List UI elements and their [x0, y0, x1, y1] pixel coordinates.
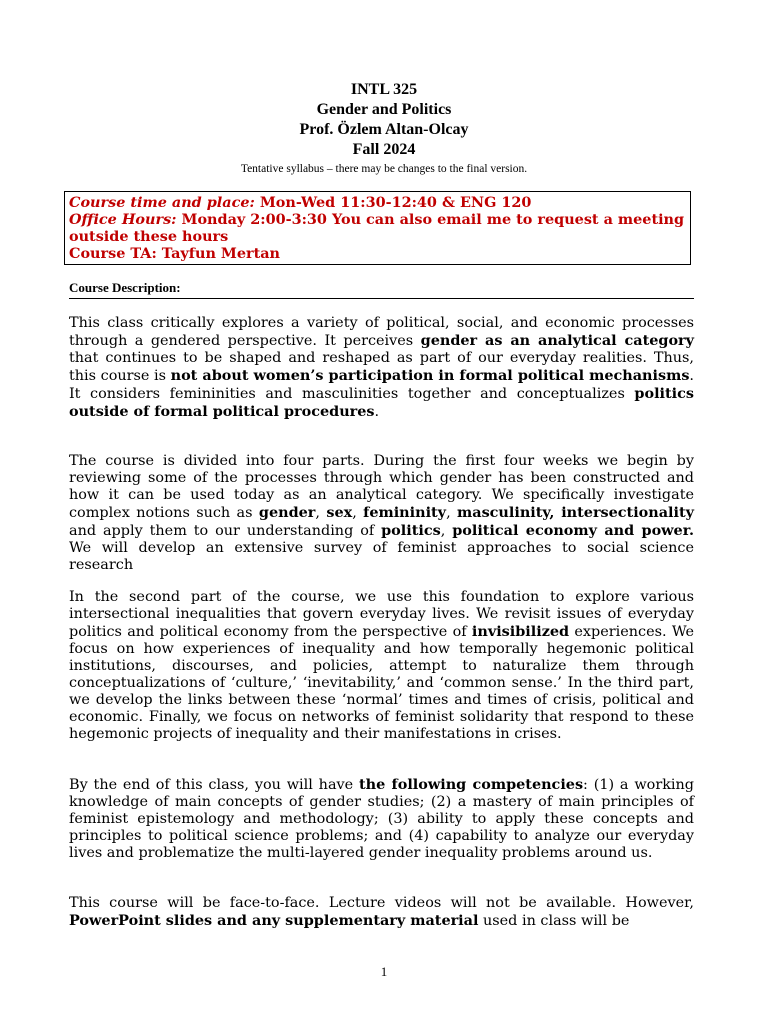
text-run: , [440, 523, 453, 539]
description-paragraph-3 [69, 589, 694, 743]
course-code: INTL 325 [350, 81, 418, 98]
text-run: used in class will be [478, 913, 630, 929]
bold-text-run: femininity [363, 504, 447, 521]
text-run: : (1) a working knowledge of main concepts of gender studies; (2) a mastery of main principles of feminist epistemology and methodology; (3) ability to apply these concepts and principles to political science problems; and (4) capability to analyze our everyday lives and problematize the multi-layered gender inequality problems around us. [69, 777, 694, 861]
office-hours-row [69, 211, 686, 245]
bold-text-run: politics outside of formal political procedures [69, 385, 694, 420]
instructor-name: Prof. Özlem Altan-Olcay [299, 121, 469, 138]
bold-text-run: invisibilized [471, 623, 570, 640]
bold-text-run: gender as an analytical category [420, 332, 694, 349]
page-number: 1 [380, 964, 388, 979]
office-hours-value: Monday 2:00-3:30 You can also email me to request a meeting outside these hours [69, 211, 685, 245]
office-hours-label: Office Hours: [69, 211, 177, 228]
text-run: , [315, 505, 327, 521]
text-run: The course is divided into four parts. During the first four weeks we begin by reviewing some of the processes through which gender has been constructed and how it can be used today as an analytical category. We specifically investigate complex notions such as [69, 453, 694, 521]
text-run: experiences. We focus on how experiences of inequality and how temporally hegemonic political institutions, discourses, and policies, attempt to naturalize them through conceptualizations of ‘culture,’ ‘inevitability,’ and ‘common sense.’ In the third part, we develop the links between these ‘normal’ times and times of crisis, political and economic. Finally, we focus on networks of feminist solidarity that respond to these hegemonic projects of inequality and their manifestations in crises. [69, 624, 694, 742]
bold-text-run: not about women’s participation in formal political mechanisms [170, 367, 690, 384]
description-paragraph-2 [69, 453, 694, 574]
time-place-row [69, 194, 686, 211]
description-paragraph-4 [69, 776, 694, 862]
text-run: In the second part of the course, we use this foundation to explore various intersectional inequalities that govern everyday lives. We revisit issues of everyday politics and political economy from the perspective of [69, 589, 694, 640]
bold-text-run: sex [326, 504, 353, 521]
text-run: , [446, 505, 458, 521]
text-run: This class critically explores a variety of political, social, and economic processes through a gendered perspective. It perceives [69, 315, 694, 349]
bold-text-run: political economy and power. [452, 522, 694, 539]
description-paragraph-1 [69, 315, 694, 421]
text-run: We will develop an extensive survey of feminist approaches to social science research [69, 540, 694, 573]
bold-text-run: gender [258, 504, 316, 521]
bold-text-run: the following competencies [359, 776, 584, 793]
course-title: Gender and Politics [316, 101, 452, 118]
time-place-value: Mon-Wed 11:30-12:40 & ENG 120 [254, 194, 532, 211]
text-run: This course will be face-to-face. Lecture videos will not be available. However, [69, 895, 694, 911]
description-paragraph-5 [69, 895, 694, 930]
course-ta: Course TA: Tayfun Mertan [69, 245, 281, 262]
tentative-note: Tentative syllabus – there may be changes to the final version. [240, 163, 528, 175]
text-run: . It considers femininities and masculinities together and conceptualizes [69, 368, 694, 402]
bold-text-run: politics [381, 522, 441, 539]
text-run: . [374, 404, 380, 420]
term: Fall 2024 [352, 141, 416, 158]
text-run: By the end of this class, you will have [69, 777, 359, 793]
bold-text-run: masculinity, intersectionality [457, 504, 694, 521]
course-info-box [64, 191, 691, 265]
time-place-label: Course time and place: [69, 194, 255, 211]
text-run: and apply them to our understanding of [69, 523, 382, 539]
text-run: that continues to be shaped and reshaped as part of our everyday realities. Thus, this course is [69, 350, 694, 384]
text-run: , [352, 505, 364, 521]
syllabus-header [0, 80, 768, 177]
bold-text-run: PowerPoint slides and any supplementary material [69, 912, 479, 929]
course-description-heading: Course Description: [69, 279, 694, 299]
